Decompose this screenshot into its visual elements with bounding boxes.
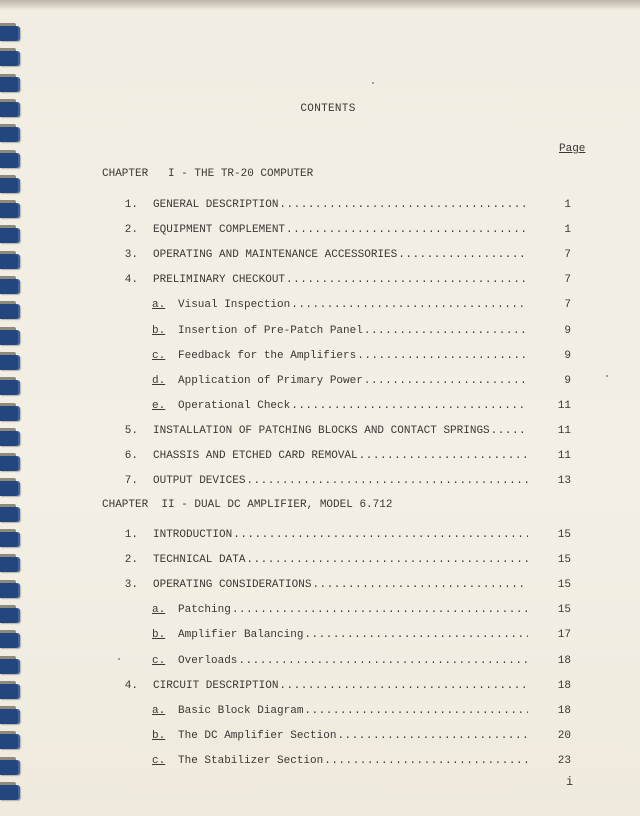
- dot-leader: [238, 655, 528, 667]
- binding-hole: [0, 507, 20, 522]
- toc-row: [0, 629, 640, 643]
- toc-item-number: 4.: [124, 274, 138, 287]
- toc-entry-title: OUTPUT DEVICES: [153, 475, 246, 488]
- toc-page-number: 15: [557, 604, 571, 617]
- toc-page-number: 20: [557, 729, 571, 742]
- toc-page-number: 11: [557, 450, 571, 462]
- toc-item-number: 7.: [124, 475, 138, 488]
- toc-entry-title: OPERATING AND MAINTENANCE ACCESSORIES: [153, 249, 398, 262]
- toc-page-number: 23: [557, 754, 571, 767]
- page-top-shadow: [0, 0, 640, 10]
- dot-leader: [312, 579, 528, 591]
- toc-row: [0, 730, 640, 744]
- toc-page-number: 7: [564, 299, 571, 312]
- toc-row: [0, 604, 640, 618]
- toc-entry: [153, 425, 528, 437]
- dot-leader: [291, 400, 528, 412]
- dot-leader: [398, 249, 528, 261]
- binding-hole: [0, 785, 20, 800]
- dot-leader: [304, 705, 528, 717]
- toc-entry-title: Patching: [178, 604, 231, 617]
- toc-entry: [153, 475, 528, 487]
- toc-entry: [178, 705, 528, 717]
- toc-page-number: 11: [557, 399, 571, 412]
- toc-entry-title: Insertion of Pre-Patch Panel: [178, 324, 363, 337]
- toc-row: [0, 655, 640, 669]
- toc-item-letter: e.: [152, 399, 166, 412]
- toc-entry-title: PRELIMINARY CHECKOUT: [153, 274, 286, 287]
- toc-entry-title: The DC Amplifier Section: [178, 729, 337, 742]
- toc-item-number: 5.: [124, 424, 138, 437]
- toc-page-number: 1: [564, 224, 571, 237]
- toc-entry: [153, 199, 528, 211]
- toc-item-letter: b.: [152, 629, 166, 642]
- toc-page-number: 9: [564, 374, 571, 387]
- toc-page-number: 17: [557, 629, 571, 642]
- dot-leader: [324, 755, 528, 767]
- toc-page-number: 11: [557, 424, 571, 437]
- toc-entry: [178, 655, 528, 667]
- dot-leader: [233, 529, 528, 541]
- toc-entry: [153, 249, 528, 261]
- binding-hole: [0, 77, 20, 92]
- toc-item-letter: d.: [152, 374, 166, 387]
- toc-entry-title: CHASSIS AND ETCHED CARD REMOVAL: [153, 450, 358, 462]
- dot-leader: [359, 450, 528, 462]
- toc-entry-title: Visual Inspection: [178, 299, 291, 312]
- toc-item-number: 4.: [124, 679, 138, 692]
- dot-leader: [246, 554, 528, 566]
- toc-entry-title: TECHNICAL DATA: [153, 554, 246, 567]
- toc-page-number: 9: [564, 349, 571, 362]
- toc-row: [0, 224, 640, 238]
- toc-page-number: 9: [564, 324, 571, 337]
- toc-item-number: 1.: [124, 529, 138, 541]
- dot-leader: [304, 629, 528, 641]
- toc-entry: [178, 629, 528, 641]
- toc-item-letter: a.: [152, 704, 166, 717]
- toc-entry: [178, 375, 528, 387]
- toc-entry-title: CIRCUIT DESCRIPTION: [153, 679, 279, 692]
- chapter-heading: CHAPTER I - THE TR-20 COMPUTER: [102, 168, 314, 180]
- toc-item-number: 3.: [124, 579, 138, 592]
- toc-entry-title: Overloads: [178, 654, 238, 667]
- toc-item-number: 6.: [124, 450, 138, 462]
- dot-leader: [291, 299, 528, 311]
- binding-hole: [0, 127, 20, 142]
- toc-entry: [178, 755, 528, 767]
- toc-entry: [178, 299, 528, 311]
- toc-row: [0, 299, 640, 313]
- toc-row: [0, 680, 640, 694]
- toc-entry-title: Feedback for the Amplifiers: [178, 349, 357, 362]
- toc-row: [0, 325, 640, 339]
- binding-hole: [0, 178, 20, 193]
- toc-row: [0, 400, 640, 414]
- dot-leader: [337, 730, 528, 742]
- binding-hole: [0, 26, 20, 41]
- dot-leader: [279, 199, 528, 211]
- dot-leader: [286, 274, 528, 286]
- toc-item-number: 2.: [124, 554, 138, 567]
- toc-entry-title: OPERATING CONSIDERATIONS: [153, 579, 312, 592]
- toc-row: [0, 199, 640, 213]
- toc-page-number: 15: [557, 529, 571, 541]
- toc-entry: [178, 350, 528, 362]
- paper-speck: [372, 82, 374, 84]
- toc-row: [0, 579, 640, 593]
- toc-entry: [153, 579, 528, 591]
- toc-item-letter: c.: [152, 654, 166, 667]
- toc-item-letter: a.: [152, 299, 166, 312]
- toc-page-number: 15: [557, 554, 571, 567]
- toc-row: [0, 249, 640, 263]
- toc-entry-title: INSTALLATION OF PATCHING BLOCKS AND CONTACT SPRINGS: [153, 424, 490, 437]
- toc-entry-title: Amplifier Balancing: [178, 629, 304, 642]
- binding-hole: [0, 51, 20, 66]
- dot-leader: [286, 224, 528, 236]
- toc-row: [0, 350, 640, 364]
- toc-item-letter: b.: [152, 324, 166, 337]
- toc-entry-title: Application of Primary Power: [178, 374, 363, 387]
- page-column-heading: Page: [559, 143, 586, 155]
- contents-title: CONTENTS: [300, 103, 356, 115]
- dot-leader: [364, 375, 528, 387]
- toc-item-letter: c.: [152, 349, 166, 362]
- toc-entry: [153, 274, 528, 286]
- toc-entry-title: EQUIPMENT COMPLEMENT: [153, 224, 286, 237]
- dot-leader: [357, 350, 528, 362]
- toc-item-letter: c.: [152, 754, 166, 767]
- dot-leader: [232, 604, 528, 616]
- toc-item-letter: b.: [152, 729, 166, 742]
- paper-speck: [118, 658, 120, 660]
- toc-row: [0, 375, 640, 389]
- toc-item-number: 1.: [124, 199, 138, 211]
- toc-page-number: 1: [564, 199, 571, 211]
- toc-row: [0, 425, 640, 439]
- toc-row: [0, 705, 640, 719]
- toc-row: [0, 274, 640, 288]
- toc-entry: [178, 730, 528, 742]
- toc-row: [0, 755, 640, 769]
- toc-page-number: 18: [557, 654, 571, 667]
- toc-entry: [153, 224, 528, 236]
- paper-speck: [606, 375, 608, 377]
- toc-page-number: 18: [557, 679, 571, 692]
- chapter-heading: CHAPTER II - DUAL DC AMPLIFIER, MODEL 6.712: [102, 499, 393, 511]
- dot-leader: [279, 680, 528, 692]
- toc-entry: [178, 325, 528, 337]
- dot-leader: [364, 325, 528, 337]
- toc-entry-title: Operational Check: [178, 399, 291, 412]
- toc-page-number: 7: [564, 274, 571, 287]
- toc-page-number: 13: [557, 475, 571, 488]
- toc-entry: [153, 680, 528, 692]
- toc-item-number: 3.: [124, 249, 138, 262]
- toc-entry: [178, 400, 528, 412]
- toc-entry: [153, 450, 528, 462]
- page-folio: i: [566, 775, 574, 789]
- toc-page-number: 7: [564, 249, 571, 262]
- toc-item-number: 2.: [124, 224, 138, 237]
- binding-hole: [0, 153, 20, 168]
- toc-entry: [178, 604, 528, 616]
- toc-entry-title: INTRODUCTION: [153, 529, 233, 541]
- toc-item-letter: a.: [152, 604, 166, 617]
- toc-page-number: 18: [557, 704, 571, 717]
- toc-entry-title: GENERAL DESCRIPTION: [153, 199, 279, 211]
- toc-row: [0, 554, 640, 568]
- toc-entry: [153, 554, 528, 566]
- toc-row: [0, 475, 640, 489]
- toc-page-number: 15: [557, 579, 571, 592]
- toc-entry: [153, 529, 528, 541]
- toc-row: [0, 529, 640, 543]
- toc-row: [0, 450, 640, 464]
- toc-entry-title: The Stabilizer Section: [178, 754, 324, 767]
- dot-leader: [246, 475, 528, 487]
- toc-entry-title: Basic Block Diagram: [178, 704, 304, 717]
- dot-leader: [491, 425, 528, 437]
